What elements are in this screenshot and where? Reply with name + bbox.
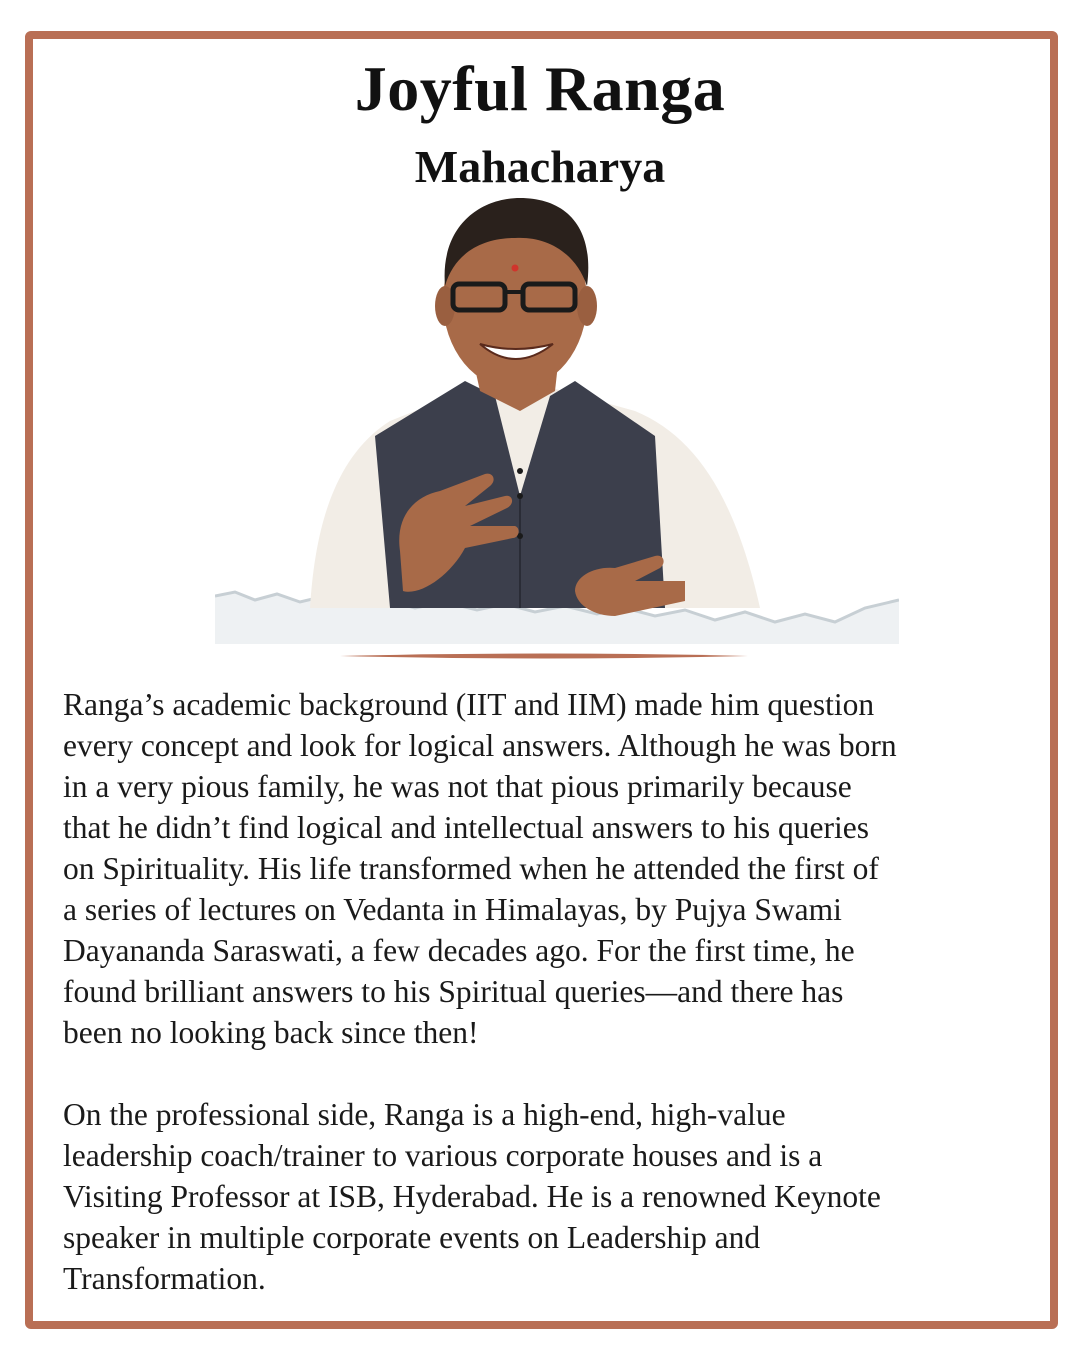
portrait-photo — [215, 196, 899, 644]
page-title: Joyful Ranga — [354, 53, 726, 124]
page-subtitle: Mahacharya — [414, 141, 666, 192]
bio-section — [63, 684, 1048, 1299]
divider — [340, 653, 748, 659]
bio-paragraph-2: On the professional side, Ranga is a high-end, high-value leadership coach/trainer to various corporate houses and is a Visiting Professor at ISB, Hyderabad. He is a renowned Keynote speaker in multiple corporate events on Leadership and Transformation. — [63, 1097, 881, 1296]
bio-paragraph-1: Ranga’s academic background (IIT and IIM) made him question every concept and look for logical answers. Although he was born in a very pious family, he was not that pious primarily because that he didn’t find logical and intellectual answers to his queries on Spirituality. His life transformed when he attended the first of a series of lectures on Vedanta in Himalayas, by Pujya Swami Dayananda Saraswati, a few decades ago. For the first time, he found brilliant answers to his Spiritual queries—and there has been no looking back since then! — [63, 687, 897, 1050]
